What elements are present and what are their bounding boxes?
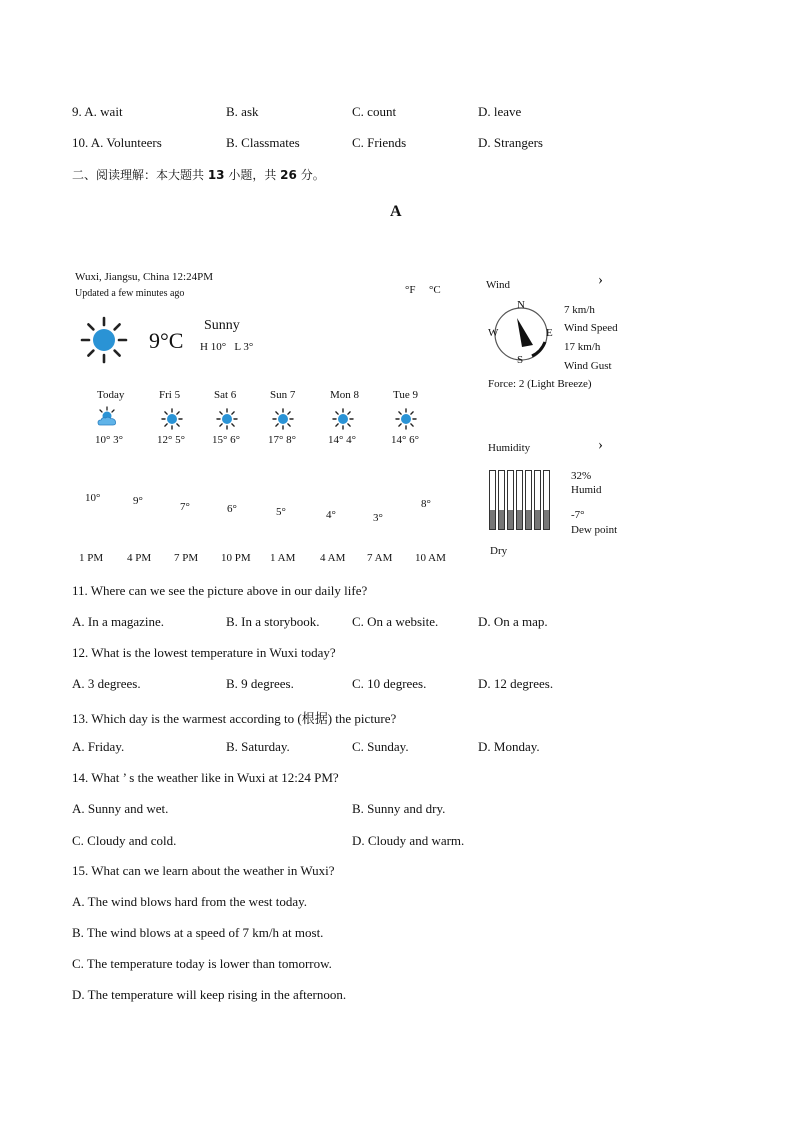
day-temps: 15° 6° bbox=[212, 434, 241, 446]
option-b[interactable]: B. In a storybook. bbox=[226, 614, 320, 629]
humidity-bar bbox=[498, 470, 505, 530]
wind-gust-value: 17 km/h bbox=[564, 341, 601, 353]
hourly-temp: 9° bbox=[133, 494, 143, 507]
sun-icon bbox=[272, 408, 294, 430]
humidity-bar-fill bbox=[490, 510, 495, 529]
question-14: 14. What ’ s the weather like in Wuxi at 12:24 PM? bbox=[72, 770, 339, 785]
option-d[interactable]: D. The temperature will keep rising in the afternoon. bbox=[72, 987, 347, 1002]
option-c[interactable]: C. Cloudy and cold. bbox=[72, 833, 177, 848]
humidity-chevron-icon[interactable]: › bbox=[598, 437, 603, 453]
humidity-bar bbox=[507, 470, 514, 530]
sun-icon bbox=[216, 408, 238, 430]
wind-direction-arrow bbox=[517, 318, 533, 347]
vocab-row-9 bbox=[72, 104, 732, 124]
humidity-label: Humid bbox=[571, 484, 602, 496]
section-header bbox=[72, 166, 325, 183]
dew-point-value: -7° bbox=[571, 509, 585, 521]
section-score: 26 bbox=[280, 168, 297, 182]
condition: Sunny bbox=[204, 318, 240, 333]
hourly-temp: 7° bbox=[180, 500, 190, 513]
humidity-bar bbox=[543, 470, 550, 530]
hi-lo: H 10° L 3° bbox=[200, 341, 254, 353]
hourly-time: 1 PM bbox=[79, 552, 104, 564]
humidity-bar bbox=[516, 470, 523, 530]
hourly-temp: 4° bbox=[326, 509, 336, 522]
hourly-time: 1 AM bbox=[270, 552, 296, 564]
compass-w: W bbox=[488, 327, 499, 339]
sun-icon bbox=[395, 408, 417, 430]
vocab-row-10 bbox=[72, 135, 732, 155]
question-11: 11. Where can we see the picture above in our daily life? bbox=[72, 583, 368, 598]
option-a: 9. A. wait bbox=[72, 104, 123, 119]
compass-e: E bbox=[546, 327, 553, 339]
question-13: 13. Which day is the warmest according to (根据) the picture? bbox=[72, 711, 397, 726]
day-temps: 17° 8° bbox=[268, 434, 297, 446]
wind-speed-label: Wind Speed bbox=[564, 322, 618, 334]
day-name: Mon 8 bbox=[330, 389, 360, 401]
options-row bbox=[72, 614, 732, 634]
option-b[interactable]: B. Sunny and dry. bbox=[352, 801, 446, 816]
passage-letter: A bbox=[390, 203, 402, 220]
option-a[interactable]: A. Sunny and wet. bbox=[72, 801, 169, 816]
wind-speed-value: 7 km/h bbox=[564, 304, 595, 316]
option-b: B. ask bbox=[226, 104, 259, 119]
question-12: 12. What is the lowest temperature in Wuxi today? bbox=[72, 645, 336, 660]
option-c: C. Friends bbox=[352, 135, 407, 150]
humidity-bar bbox=[534, 470, 541, 530]
day-name: Fri 5 bbox=[159, 389, 181, 401]
humidity-value: 32% bbox=[571, 470, 592, 482]
option-b[interactable]: B. Saturday. bbox=[226, 739, 290, 754]
option-d[interactable]: D. 12 degrees. bbox=[478, 676, 554, 691]
day-temps: 10° 3° bbox=[95, 434, 124, 446]
option-d[interactable]: D. Cloudy and warm. bbox=[352, 833, 465, 848]
humidity-bar-fill bbox=[526, 510, 531, 529]
dew-point-label: Dew point bbox=[571, 524, 618, 536]
option-d[interactable]: D. On a map. bbox=[478, 614, 548, 629]
hourly-time: 4 PM bbox=[127, 552, 152, 564]
humidity-bar-fill bbox=[508, 510, 513, 529]
wind-force: Force: 2 (Light Breeze) bbox=[488, 378, 592, 390]
hourly-time: 7 AM bbox=[367, 552, 393, 564]
day-name: Today bbox=[97, 389, 125, 401]
option-c[interactable]: C. The temperature today is lower than tomorrow. bbox=[72, 956, 332, 971]
location: Wuxi, Jiangsu, China 12:24PM bbox=[75, 271, 213, 283]
humidity-bar-fill bbox=[499, 510, 504, 529]
humidity-bar bbox=[525, 470, 532, 530]
day-name: Tue 9 bbox=[393, 389, 418, 401]
option-d[interactable]: D. Monday. bbox=[478, 739, 540, 754]
option-c[interactable]: C. On a website. bbox=[352, 614, 439, 629]
hourly-temp: 6° bbox=[227, 503, 237, 516]
section-header-suffix: 分。 bbox=[296, 168, 325, 182]
wind-title: Wind bbox=[486, 279, 510, 291]
hourly-temp: 3° bbox=[373, 512, 383, 524]
hourly-time: 10 AM bbox=[415, 552, 446, 564]
humidity-scale-label: Dry bbox=[490, 545, 508, 557]
option-b[interactable]: B. 9 degrees. bbox=[226, 676, 294, 691]
day-name: Sat 6 bbox=[214, 389, 237, 401]
option-a[interactable]: A. The wind blows hard from the west today. bbox=[72, 894, 308, 909]
day-temps: 12° 5° bbox=[157, 434, 186, 446]
option-a[interactable]: A. In a magazine. bbox=[72, 614, 165, 629]
unit-f-toggle[interactable]: °F bbox=[405, 284, 416, 296]
option-a[interactable]: A. 3 degrees. bbox=[72, 676, 141, 691]
humidity-bar-fill bbox=[517, 510, 522, 529]
section-header-mid: 小题，共 bbox=[224, 168, 281, 182]
option-d: D. leave bbox=[478, 104, 522, 119]
hourly-temp: 5° bbox=[276, 506, 286, 519]
humidity-bar bbox=[489, 470, 496, 530]
section-header-prefix: 二、阅读理解：本大题共 bbox=[72, 168, 208, 182]
option-d: D. Strangers bbox=[478, 135, 543, 150]
hourly-time: 4 AM bbox=[320, 552, 346, 564]
sun-icon bbox=[161, 408, 183, 430]
option-c: C. count bbox=[352, 104, 397, 119]
hourly-temp: 8° bbox=[421, 497, 431, 510]
option-b[interactable]: B. The wind blows at a speed of 7 km/h at most. bbox=[72, 925, 324, 940]
humidity-title: Humidity bbox=[488, 442, 531, 454]
option-a[interactable]: A. Friday. bbox=[72, 739, 125, 754]
updated-text: Updated a few minutes ago bbox=[75, 288, 185, 299]
wind-chevron-icon[interactable]: › bbox=[598, 272, 603, 288]
compass-n: N bbox=[517, 299, 525, 311]
option-c[interactable]: C. 10 degrees. bbox=[352, 676, 427, 691]
wind-gust-label: Wind Gust bbox=[564, 360, 612, 372]
option-b: B. Classmates bbox=[226, 135, 300, 150]
partly-cloudy-icon bbox=[96, 406, 118, 428]
hourly-temp: 10° bbox=[85, 492, 101, 504]
unit-c-toggle[interactable]: °C bbox=[429, 284, 441, 296]
hourly-time: 7 PM bbox=[174, 552, 199, 564]
sun-icon bbox=[80, 316, 128, 364]
option-c[interactable]: C. Sunday. bbox=[352, 739, 409, 754]
option-a: 10. A. Volunteers bbox=[72, 135, 162, 150]
day-name: Sun 7 bbox=[270, 389, 296, 401]
question-15: 15. What can we learn about the weather in Wuxi? bbox=[72, 863, 335, 878]
humidity-bar-fill bbox=[544, 510, 549, 529]
day-temps: 14° 6° bbox=[391, 434, 420, 446]
humidity-bar-fill bbox=[535, 510, 540, 529]
sun-icon bbox=[332, 408, 354, 430]
section-question-count: 13 bbox=[207, 168, 225, 182]
options-row bbox=[72, 739, 732, 759]
day-temps: 14° 4° bbox=[328, 434, 357, 446]
hourly-time: 10 PM bbox=[221, 552, 251, 564]
options-row bbox=[72, 676, 732, 696]
current-temp: 9°C bbox=[149, 328, 184, 353]
compass-s: S bbox=[517, 354, 524, 366]
